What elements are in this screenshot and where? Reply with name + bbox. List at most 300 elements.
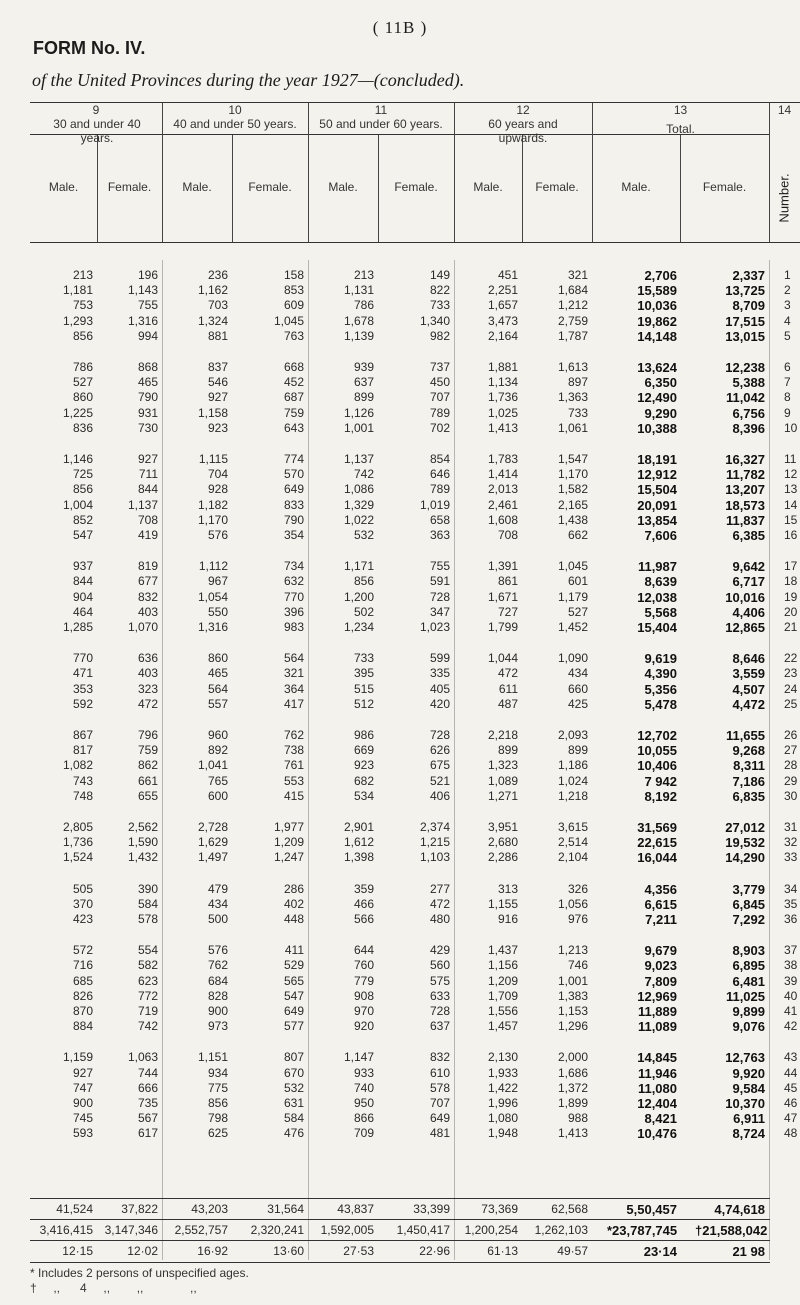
table-cell: 1,686 [557, 1066, 588, 1080]
total-cell: 41,524 [56, 1202, 93, 1216]
table-cell: 742 [353, 467, 374, 481]
table-cell: 12,763 [725, 1050, 765, 1065]
table-cell: 687 [283, 390, 304, 404]
table-cell: 2,000 [557, 1050, 588, 1064]
table-cell: 862 [137, 758, 158, 772]
age-group-header: 50 and under 60 years. [319, 117, 443, 131]
table-cell: 1,247 [273, 850, 304, 864]
table-cell: 403 [137, 605, 158, 619]
row-number: 44 [784, 1066, 798, 1080]
table-cell: 1,329 [343, 498, 374, 512]
table-cell: 983 [283, 620, 304, 634]
table-cell: 644 [353, 943, 374, 957]
table-cell: 480 [429, 912, 450, 926]
table-cell: 817 [72, 743, 93, 757]
table-cell: 727 [497, 605, 518, 619]
table-cell: 2,706 [644, 268, 677, 283]
table-cell: 1,881 [487, 360, 518, 374]
table-cell: 637 [429, 1019, 450, 1033]
table-cell: 411 [284, 943, 304, 957]
table-cell: 856 [207, 1096, 228, 1110]
table-cell: 1,391 [487, 559, 518, 573]
table-cell: 5,478 [644, 697, 677, 712]
table-cell: 16,327 [725, 452, 765, 467]
table-cell: 363 [429, 528, 450, 542]
table-cell: 2,461 [487, 498, 518, 512]
table-cell: 7,211 [645, 912, 677, 927]
table-cell: 12,238 [725, 360, 765, 375]
row-number: 34 [784, 882, 798, 896]
table-cell: 448 [283, 912, 304, 926]
total-cell: 1,592,005 [320, 1223, 374, 1237]
table-cell: 286 [283, 882, 304, 896]
table-cell: 599 [429, 651, 450, 665]
total-cell: 12·02 [127, 1244, 158, 1258]
table-cell: 704 [207, 467, 228, 481]
table-cell: 774 [283, 452, 304, 466]
table-cell: 1,372 [557, 1081, 588, 1095]
table-cell: 760 [353, 958, 374, 972]
table-cell: 567 [137, 1111, 158, 1125]
table-cell: 899 [567, 743, 588, 757]
table-cell: 8,311 [733, 758, 765, 773]
table-cell: 7 942 [644, 774, 677, 789]
table-cell: 3,951 [487, 820, 518, 834]
row-number: 19 [784, 590, 798, 604]
table-cell: 9,023 [644, 958, 677, 973]
table-cell: 755 [429, 559, 450, 573]
table-cell: 11,080 [637, 1081, 677, 1096]
total-cell: 43,837 [337, 1202, 374, 1216]
table-cell: 10,406 [637, 758, 677, 773]
table-cell: 1,159 [62, 1050, 93, 1064]
table-cell: 1,787 [557, 329, 588, 343]
table-cell: 738 [283, 743, 304, 757]
table-cell: 213 [72, 268, 93, 282]
table-cell: 1,296 [557, 1019, 588, 1033]
row-number: 36 [784, 912, 798, 926]
table-cell: 12,969 [637, 989, 677, 1004]
table-cell: 593 [72, 1126, 93, 1140]
table-cell: 2,013 [487, 482, 518, 496]
table-cell: 19,532 [725, 835, 765, 850]
table-cell: 1,213 [557, 943, 588, 957]
table-cell: 928 [207, 482, 228, 496]
row-number: 46 [784, 1096, 798, 1110]
table-cell: 434 [567, 666, 588, 680]
table-cell: 1,001 [343, 421, 374, 435]
table-cell: 403 [137, 666, 158, 680]
table-cell: 1,684 [557, 283, 588, 297]
table-cell: 649 [429, 1111, 450, 1125]
row-number: 31 [784, 820, 798, 834]
table-cell: 735 [137, 1096, 158, 1110]
row-number: 16 [784, 528, 798, 542]
table-cell: 790 [137, 390, 158, 404]
table-cell: 881 [207, 329, 228, 343]
table-cell: 1,024 [557, 774, 588, 788]
table-cell: 844 [137, 482, 158, 496]
table-cell: 592 [72, 697, 93, 711]
table-cell: 854 [429, 452, 450, 466]
row-number: 35 [784, 897, 798, 911]
table-cell: 931 [137, 406, 158, 420]
table-cell: 923 [353, 758, 374, 772]
table-cell: 636 [137, 651, 158, 665]
table-cell: 730 [137, 421, 158, 435]
table-cell: 5,356 [644, 682, 677, 697]
table-cell: 364 [283, 682, 304, 696]
male-header: Male. [473, 180, 503, 194]
row-number: 42 [784, 1019, 798, 1033]
row-number: 41 [784, 1004, 798, 1018]
total-cell: 3,416,415 [39, 1223, 93, 1237]
table-cell: 149 [429, 268, 450, 282]
table-cell: 1,131 [343, 283, 374, 297]
row-number: 40 [784, 989, 798, 1003]
table-cell: 15,504 [637, 482, 677, 497]
table-cell: 939 [353, 360, 374, 374]
row-number: 45 [784, 1081, 798, 1095]
table-cell: 11,782 [725, 467, 765, 482]
table-cell: 472 [429, 897, 450, 911]
table-cell: 1,383 [557, 989, 588, 1003]
table-cell: 321 [283, 666, 304, 680]
row-number: 27 [784, 743, 798, 757]
table-cell: 759 [137, 743, 158, 757]
row-number: 48 [784, 1126, 798, 1140]
age-group-header: Total. [666, 122, 695, 136]
table-cell: 761 [283, 758, 304, 772]
table-cell: 19,862 [637, 314, 677, 329]
table-cell: 1,170 [197, 513, 228, 527]
table-cell: 866 [353, 1111, 374, 1125]
table-cell: 601 [567, 574, 588, 588]
table-cell: 1,285 [62, 620, 93, 634]
table-cell: 970 [353, 1004, 374, 1018]
table-cell: 8,639 [644, 574, 677, 589]
table-cell: 707 [429, 1096, 450, 1110]
table-cell: 577 [283, 1019, 304, 1033]
table-cell: 1,162 [197, 283, 228, 297]
table-cell: 1,209 [273, 835, 304, 849]
total-cell: 61·13 [487, 1244, 518, 1258]
table-cell: 860 [72, 390, 93, 404]
table-cell: 1,363 [557, 390, 588, 404]
total-cell: †21,588,042 [695, 1223, 768, 1238]
table-cell: 702 [429, 421, 450, 435]
table-cell: 904 [72, 590, 93, 604]
male-header: Male. [328, 180, 358, 194]
table-cell: 370 [72, 897, 93, 911]
row-number: 39 [784, 974, 798, 988]
table-cell: 2,728 [197, 820, 228, 834]
table-cell: 762 [207, 958, 228, 972]
table-cell: 646 [429, 467, 450, 481]
table-cell: 1,629 [197, 835, 228, 849]
table-cell: 819 [137, 559, 158, 573]
row-number: 32 [784, 835, 798, 849]
table-cell: 9,642 [732, 559, 765, 574]
row-number: 7 [784, 375, 791, 389]
table-cell: 576 [207, 943, 228, 957]
total-cell: 1,262,103 [534, 1223, 588, 1237]
female-header: Female. [248, 180, 292, 194]
table-cell: 836 [72, 421, 93, 435]
table-cell: 1,524 [62, 850, 93, 864]
column-number: 13 [673, 103, 688, 117]
table-cell: 884 [72, 1019, 93, 1033]
table-cell: 1,612 [343, 835, 374, 849]
table-cell: 14,290 [725, 850, 765, 865]
table-cell: 521 [429, 774, 450, 788]
female-header: Female. [535, 180, 579, 194]
table-cell: 565 [283, 974, 304, 988]
table-cell: 313 [497, 882, 518, 896]
table-cell: 759 [283, 406, 304, 420]
table-cell: 1,134 [487, 375, 518, 389]
table-cell: 213 [353, 268, 374, 282]
table-cell: 1,153 [557, 1004, 588, 1018]
row-number: 43 [784, 1050, 798, 1064]
table-cell: 733 [429, 298, 450, 312]
table-cell: 11,042 [725, 390, 765, 405]
table-cell: 2,337 [732, 268, 765, 283]
table-cell: 1,736 [62, 835, 93, 849]
table-cell: 916 [497, 912, 518, 926]
table-cell: 2,805 [62, 820, 93, 834]
table-cell: 861 [497, 574, 518, 588]
table-cell: 832 [429, 1050, 450, 1064]
total-cell: 27·53 [343, 1244, 374, 1258]
table-cell: 7,186 [732, 774, 765, 789]
table-cell: 14,148 [637, 329, 677, 344]
table-cell: 6,895 [732, 958, 765, 973]
table-cell: 900 [72, 1096, 93, 1110]
table-cell: 9,076 [732, 1019, 765, 1034]
table-cell: 575 [429, 974, 450, 988]
table-cell: 631 [283, 1096, 304, 1110]
table-cell: 6,756 [732, 406, 765, 421]
table-cell: 1,209 [487, 974, 518, 988]
table-cell: 770 [72, 651, 93, 665]
table-cell: 1,054 [197, 590, 228, 604]
table-cell: 1,432 [127, 850, 158, 864]
table-cell: 775 [207, 1081, 228, 1095]
total-cell: 37,822 [121, 1202, 158, 1216]
table-cell: 476 [283, 1126, 304, 1140]
row-number: 23 [784, 666, 798, 680]
table-cell: 395 [353, 666, 374, 680]
table-cell: 976 [567, 912, 588, 926]
table-cell: 9,268 [732, 743, 765, 758]
table-cell: 1,045 [557, 559, 588, 573]
male-header: Male. [48, 180, 79, 194]
table-cell: 564 [207, 682, 228, 696]
table-cell: 1,215 [419, 835, 450, 849]
column-number: 14 [777, 103, 792, 117]
table-cell: 772 [137, 989, 158, 1003]
table-cell: 1,179 [557, 590, 588, 604]
table-cell: 479 [207, 882, 228, 896]
table-cell: 15,404 [637, 620, 677, 635]
table-cell: 359 [353, 882, 374, 896]
row-number: 4 [784, 314, 791, 328]
table-cell: 22,615 [637, 835, 677, 850]
row-number: 14 [784, 498, 798, 512]
table-cell: 9,619 [644, 651, 677, 666]
table-cell: 2,680 [487, 835, 518, 849]
table-cell: 728 [429, 1004, 450, 1018]
table-cell: 9,290 [644, 406, 677, 421]
table-cell: 675 [429, 758, 450, 772]
table-cell: 11,655 [725, 728, 765, 743]
table-cell: 3,779 [732, 882, 765, 897]
table-cell: 779 [353, 974, 374, 988]
table-cell: 584 [283, 1111, 304, 1125]
table-cell: 20,091 [637, 498, 677, 513]
table-cell: 8,724 [732, 1126, 765, 1141]
table-cell: 658 [429, 513, 450, 527]
table-cell: 434 [207, 897, 228, 911]
table-cell: 1,089 [487, 774, 518, 788]
table-cell: 1,045 [273, 314, 304, 328]
table-cell: 927 [207, 390, 228, 404]
row-number: 37 [784, 943, 798, 957]
row-number: 12 [784, 467, 798, 481]
table-cell: 870 [72, 1004, 93, 1018]
table-cell: 786 [353, 298, 374, 312]
table-cell: 452 [283, 375, 304, 389]
table-cell: 532 [353, 528, 374, 542]
table-cell: 908 [353, 989, 374, 1003]
table-cell: 927 [72, 1066, 93, 1080]
table-cell: 770 [283, 590, 304, 604]
table-cell: 1,137 [343, 452, 374, 466]
table-cell: 1,316 [197, 620, 228, 634]
table-cell: 425 [567, 697, 588, 711]
table-cell: 1,171 [343, 559, 374, 573]
table-cell: 1,090 [557, 651, 588, 665]
table-cell: 1,143 [127, 283, 158, 297]
table-cell: 405 [429, 682, 450, 696]
row-number: 38 [784, 958, 798, 972]
table-cell: 798 [207, 1111, 228, 1125]
table-cell: 423 [72, 912, 93, 926]
row-number: 26 [784, 728, 798, 742]
table-cell: 649 [283, 1004, 304, 1018]
row-number: 29 [784, 774, 798, 788]
table-cell: 323 [137, 682, 158, 696]
table-cell: 837 [207, 360, 228, 374]
table-cell: 6,911 [733, 1111, 765, 1126]
column-number: 10 [228, 103, 242, 117]
table-cell: 335 [429, 666, 450, 680]
table-cell: 786 [72, 360, 93, 374]
table-cell: 527 [72, 375, 93, 389]
table-cell: 465 [137, 375, 158, 389]
row-number: 24 [784, 682, 798, 696]
table-cell: 2,286 [487, 850, 518, 864]
table-cell: 487 [497, 697, 518, 711]
table-cell: 4,507 [732, 682, 765, 697]
table-cell: 11,946 [637, 1066, 677, 1081]
table-cell: 844 [72, 574, 93, 588]
table-cell: 2,165 [557, 498, 588, 512]
table-cell: 986 [353, 728, 374, 742]
table-cell: 4,472 [732, 697, 765, 712]
table-cell: 1,137 [127, 498, 158, 512]
table-cell: 856 [353, 574, 374, 588]
table-cell: 988 [567, 1111, 588, 1125]
table-cell: 746 [567, 958, 588, 972]
row-number: 13 [784, 482, 798, 496]
table-cell: 728 [429, 590, 450, 604]
table-cell: 1,112 [198, 559, 228, 573]
table-cell: 1,452 [557, 620, 588, 634]
row-number: 20 [784, 605, 798, 619]
table-cell: 326 [567, 882, 588, 896]
table-cell: 18,573 [725, 498, 765, 513]
total-cell: 73,369 [481, 1202, 518, 1216]
table-cell: 1,414 [487, 467, 518, 481]
table-cell: 1,063 [127, 1050, 158, 1064]
row-number: 2 [784, 283, 791, 297]
table-cell: 860 [207, 651, 228, 665]
table-cell: 899 [353, 390, 374, 404]
table-cell: 1,170 [557, 467, 588, 481]
table-cell: 1,234 [343, 620, 374, 634]
table-cell: 1,182 [197, 498, 228, 512]
table-cell: 661 [137, 774, 158, 788]
male-header: Male. [621, 180, 651, 194]
table-cell: 321 [567, 268, 588, 282]
table-cell: 852 [72, 513, 93, 527]
table-cell: 610 [429, 1066, 450, 1080]
table-cell: 1,151 [197, 1050, 228, 1064]
table-cell: 14,845 [637, 1050, 677, 1065]
table-cell: 669 [353, 743, 374, 757]
row-number: 1 [784, 268, 791, 282]
table-cell: 1,158 [197, 406, 228, 420]
table-cell: 625 [207, 1126, 228, 1140]
table-cell: 920 [353, 1019, 374, 1033]
table-cell: 733 [567, 406, 588, 420]
table-cell: 609 [283, 298, 304, 312]
row-number: 6 [784, 360, 791, 374]
table-cell: 12,490 [637, 390, 677, 405]
male-header: Male. [182, 180, 212, 194]
table-cell: 994 [137, 329, 158, 343]
table-cell: 532 [283, 1081, 304, 1095]
row-number: 21 [784, 620, 798, 634]
table-cell: 13,854 [637, 513, 677, 528]
table-cell: 655 [137, 789, 158, 803]
table-cell: 5,388 [732, 375, 765, 390]
table-cell: 451 [497, 268, 518, 282]
table-cell: 466 [353, 897, 374, 911]
table-cell: 584 [137, 897, 158, 911]
table-cell: 1,271 [487, 789, 518, 803]
row-number: 9 [784, 406, 791, 420]
table-cell: 833 [283, 498, 304, 512]
page-title: of the United Provinces during the year 1927—(concluded). [32, 70, 465, 90]
table-cell: 725 [72, 467, 93, 481]
table-cell: 1,200 [343, 590, 374, 604]
table-cell: 790 [283, 513, 304, 527]
table-cell: 682 [353, 774, 374, 788]
table-cell: 4,406 [732, 605, 765, 620]
